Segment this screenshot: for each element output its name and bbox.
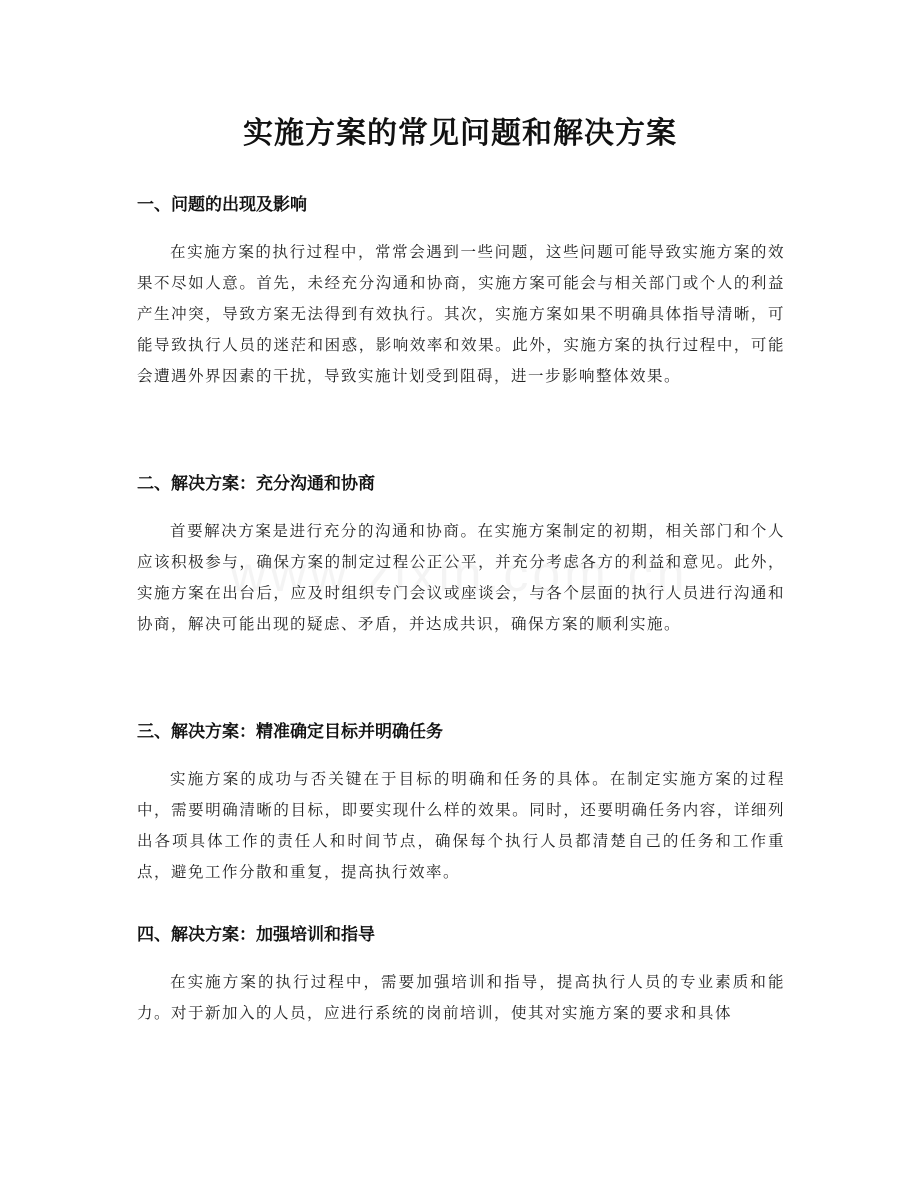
section-body-1: 在实施方案的执行过程中，常常会遇到一些问题，这些问题可能导致实施方案的效果不尽如人意。首先，未经充分沟通和协商，实施方案可能会与相关部门或个人的利益产生冲突，导致方案无法得到有效执行。其次，实施方案如果不明确具体指导清晰，可能导致执行人员的迷茫和困惑，影响效率和效果。此外，实施方案的执行过程中，可能会遭遇外界因素的干扰，导致实施计划受到阻碍，进一步影响整体效果。 [137,243,785,385]
section-heading-1: 一、问题的出现及影响 [137,195,307,215]
section-body-3: 实施方案的成功与否关键在于目标的明确和任务的具体。在制定实施方案的过程中，需要明确清晰的目标，即要实现什么样的效果。同时，还要明确任务内容，详细列出各项具体工作的责任人和时间节点，确保每个执行人员都清楚自己的任务和工作重点，避免工作分散和重复，提高执行效率。 [137,770,785,881]
section-heading-3: 三、解决方案：精准确定目标并明确任务 [137,722,443,742]
section-heading-2: 二、解决方案：充分沟通和协商 [137,474,375,494]
section-heading-4: 四、解决方案：加强培训和指导 [137,925,375,945]
section-body-2: 首要解决方案是进行充分的沟通和协商。在实施方案制定的初期，相关部门和个人应该积极参与，确保方案的制定过程公正公平，并充分考虑各方的利益和意见。此外，实施方案在出台后，应及时组织专门会议或座谈会，与各个层面的执行人员进行沟通和协商，解决可能出现的疑虑、矛盾，并达成共识，确保方案的顺利实施。 [137,522,785,633]
section-body-4: 在实施方案的执行过程中，需要加强培训和指导，提高执行人员的专业素质和能力。对于新加入的人员，应进行系统的岗前培训，使其对实施方案的要求和具体 [137,973,785,1022]
document-title: 实施方案的常见问题和解决方案 [243,116,677,151]
